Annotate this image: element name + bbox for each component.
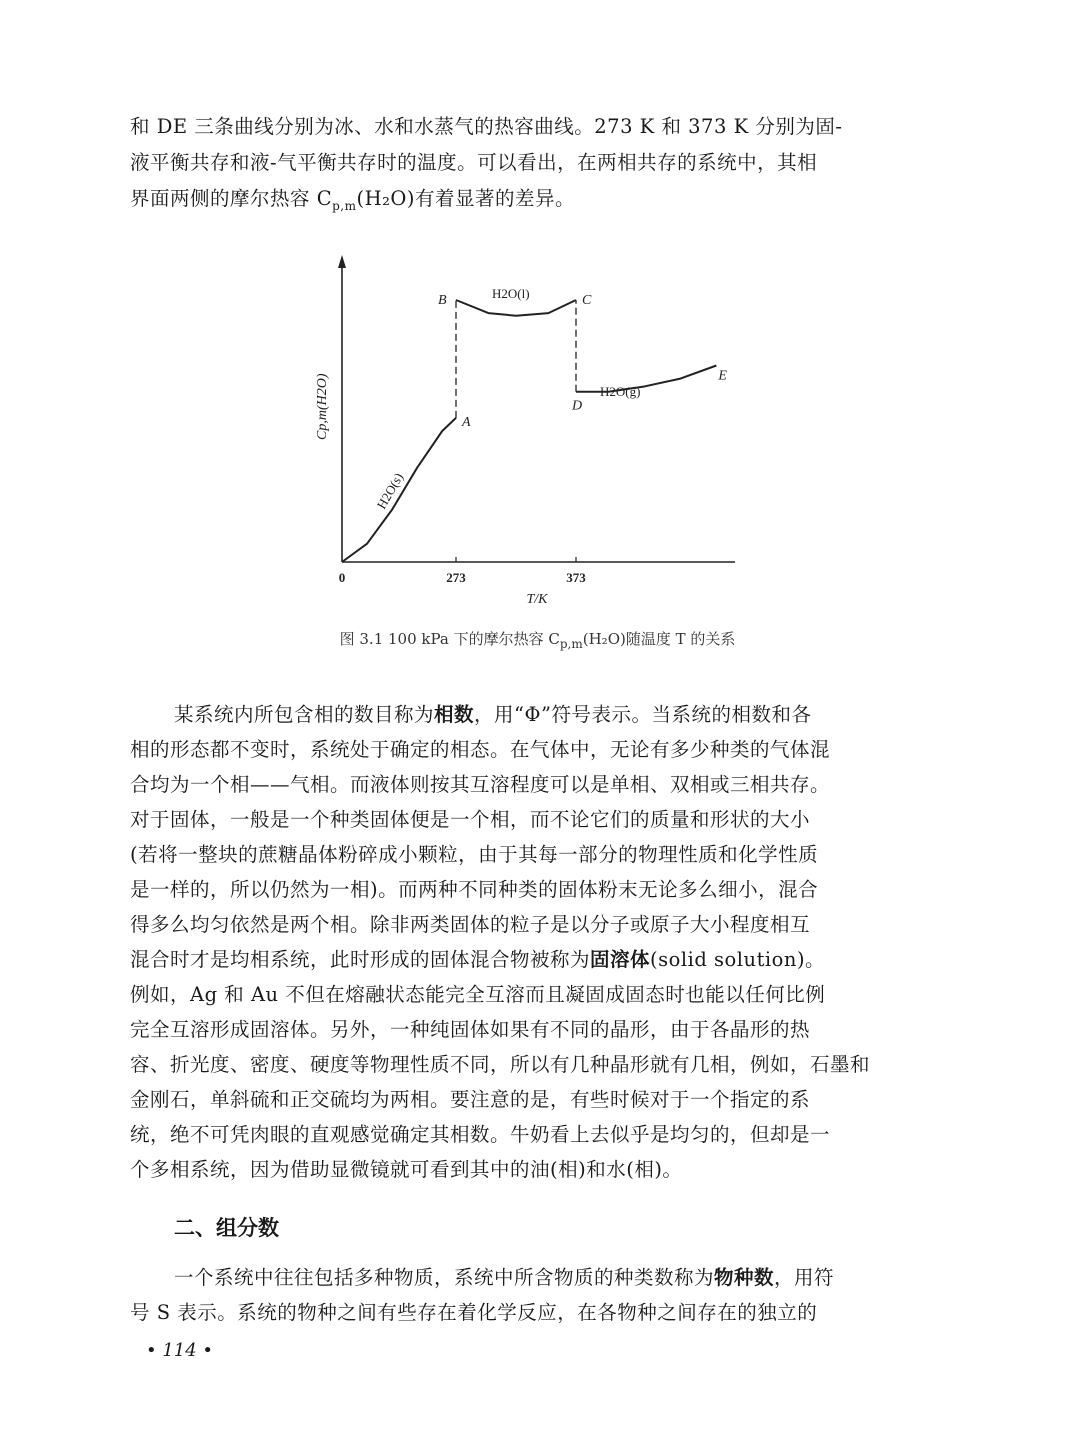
text-segment: 界面两侧的摩尔热容 C [130,187,333,210]
y-axis-arrow [338,255,346,268]
text-line: 对于固体，一般是一个种类固体便是一个相，而不论它们的质量和形状的大小 [130,808,811,831]
text-line: 统，绝不可凭肉眼的直观感觉确定其相数。牛奶看上去似乎是均匀的，但却是一 [130,1123,831,1146]
text-line: 相的形态都不变时，系统处于确定的相态。在气体中，无论有多少种类的气体混 [130,738,831,761]
text-line: 完全互溶形成固溶体。另外，一种纯固体如果有不同的晶形，由于各晶形的热 [130,1018,811,1041]
text-line: 和 DE 三条曲线分别为冰、水和水蒸气的热容曲线。273 K 和 373 K 分别为固- [130,115,843,138]
text-line: 例如，Ag 和 Au 不但在熔融状态能完全互溶而且凝固成固态时也能以任何比例 [130,983,826,1006]
curve-label-gas: H2O(g) [600,384,641,399]
keyword: 物种数 [714,1266,775,1289]
point-label-E: E [718,368,727,384]
text-line [174,1264,834,1292]
series-line-2 [576,366,716,392]
text-segment: ，用符 [774,1266,835,1289]
caption-subscript: p,m [559,637,583,651]
text-line: 容、折光度、密度、硬度等物理性质不同，所以有几种晶形就有几相，例如，石墨和 [130,1053,871,1076]
curve-label-solid: H2O(s) [373,470,407,512]
text-segment: 一个系统中往往包括多种物质，系统中所含物质的种类数称为 [174,1266,715,1289]
y-axis-label: Cp,m(H2O) [315,373,330,440]
x-tick-label: 273 [446,570,466,585]
figure-caption [0,628,1075,651]
text-segment: (solid solution)。 [650,948,826,971]
curve-label-liquid: H2O(l) [492,286,530,301]
x-tick-label: 0 [338,570,346,585]
caption-text: (H₂O)随温度 T 的关系 [582,630,736,648]
point-label-A: A [462,414,471,430]
text-segment: (H₂O)有着显著的差异。 [356,187,576,210]
text-segment: 混合时才是均相系统，此时形成的固体混合物被称为 [130,948,591,971]
page-number: • 114 • [146,1340,214,1361]
text-line: 得多么均匀依然是两个相。除非两类固体的粒子是以分子或原子大小程度相互 [130,913,811,936]
caption-text: 图 3.1 100 kPa 下的摩尔热容 C [339,630,560,648]
chart-area [315,255,735,607]
point-label-B: B [438,293,447,308]
text-line [174,701,811,729]
text-line: 号 S 表示。系统的物种之间有些存在着化学反应，在各物种之间存在的独立的 [130,1301,818,1324]
point-label-C: C [582,293,592,308]
text-line: 个多相系统，因为借助显微镜就可看到其中的油(相)和水(相)。 [130,1158,683,1181]
text-segment: 某系统内所包含相的数目称为 [174,703,435,726]
text-line: 液平衡共存和液-气平衡共存时的温度。可以看出，在两相共存的系统中，其相 [130,151,818,174]
text-line: 合均为一个相——气相。而液体则按其互溶程度可以是单相、双相或三相共存。 [130,773,831,796]
text-line: 是一样的，所以仍然为一相)。而两种不同种类的固体粉末无论多么细小，混合 [130,878,819,901]
point-label-D: D [572,398,583,414]
text-line: 金刚石，单斜硫和正交硫均为两相。要注意的是，有些时候对于一个指定的系 [130,1088,811,1111]
text-segment: ，用“Φ”符号表示。当系统的相数和各 [474,703,812,726]
subscript: p,m [332,198,357,213]
text-line [130,946,825,974]
keyword: 固溶体 [590,948,651,971]
series-line-1 [456,300,576,316]
section-heading: 二、组分数 [174,1216,279,1240]
x-tick-label: 373 [566,570,586,585]
text-line: (若将一整块的蔗糖晶体粉碎成小颗粒，由于其每一部分的物理性质和化学性质 [130,843,819,866]
x-axis-label: T/K [526,592,548,607]
keyword: 相数 [434,703,475,726]
